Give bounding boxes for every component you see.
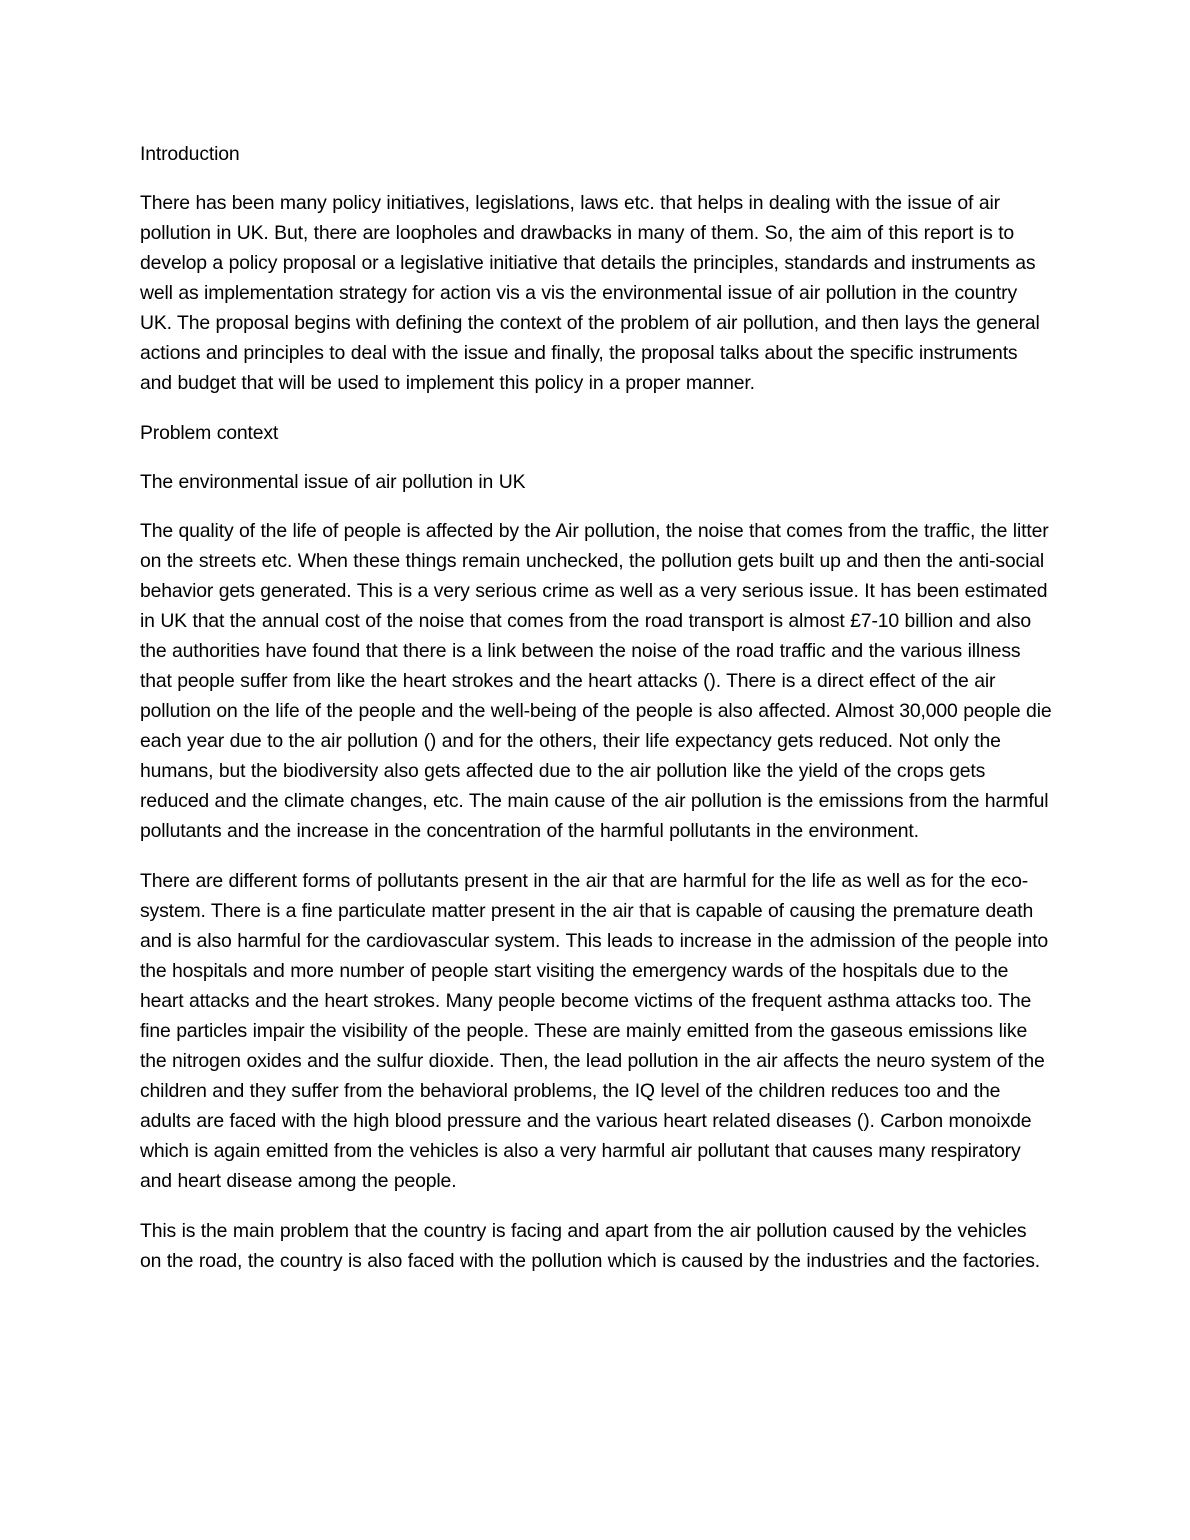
quality-of-life-paragraph: The quality of the life of people is affected by the Air pollution, the noise that comes from the traffic, the litter on the streets etc. When these things remain unchecked, the pollution gets built up and then the anti-social behavior gets generated. This is a very serious crime as well as a very serious issue. It has been estimated in UK that the annual cost of the noise that comes from the road transport is almost £7-10 billion and also the authorities have found that there is a link between the noise of the road traffic and the various illness that people suffer from like the heart strokes and the heart attacks (). There is a direct effect of the air pollution on the life of the people and the well-being of the people is also affected. Almost 30,000 people die each year due to the air pollution () and for the others, their life expectancy gets reduced. Not only the humans, but the biodiversity also gets affected due to the air pollution like the yield of the crops gets reduced and the climate changes, etc. The main cause of the air pollution is the emissions from the harmful pollutants and the increase in the concentration of the harmful pollutants in the environment. [140, 520, 1052, 842]
pollutant-forms-paragraph: There are different forms of pollutants present in the air that are harmful for the life as well as for the eco-system. There is a fine particulate matter present in the air that is capable of causing the premature death and is also harmful for the cardiovascular system. This leads to increase in the admission of the people into the hospitals and more number of people start visiting the emergency wards of the hospitals due to the heart attacks and the heart strokes. Many people become victims of the frequent asthma attacks too. The fine particles impair the visibility of the people. These are mainly emitted from the gaseous emissions like the nitrogen oxides and the sulfur dioxide. Then, the lead pollution in the air affects the neuro system of the children and they suffer from the behavioral problems, the IQ level of the children reduces too and the adults are faced with the high blood pressure and the various heart related diseases (). Carbon monoixde which is again emitted from the vehicles is also a very harmful air pollutant that causes many respiratory and heart disease among the people. [140, 870, 1049, 1192]
problem-context-heading: Problem context [140, 422, 279, 444]
introduction-paragraph: There has been many policy initiatives, legislations, laws etc. that helps in dealing with the issue of air pollution in UK. But, there are loopholes and drawbacks in many of them. So, the aim of this report is to develop a policy proposal or a legislative initiative that details the principles, standards and instruments as well as implementation strategy for action vis a vis the environmental issue of air pollution in the country UK. The proposal begins with defining the context of the problem of air pollution, and then lays the general actions and principles to deal with the issue and finally, the proposal talks about the specific instruments and budget that will be used to implement this policy in a proper manner. [140, 192, 1040, 394]
air-pollution-subheading: The environmental issue of air pollution in UK [140, 471, 526, 493]
document-page [140, 139, 1052, 1296]
introduction-heading: Introduction [140, 143, 240, 165]
main-problem-paragraph: This is the main problem that the country is facing and apart from the air pollution caused by the vehicles on the road, the country is also faced with the pollution which is caused by the industries and the factories. [140, 1220, 1041, 1272]
